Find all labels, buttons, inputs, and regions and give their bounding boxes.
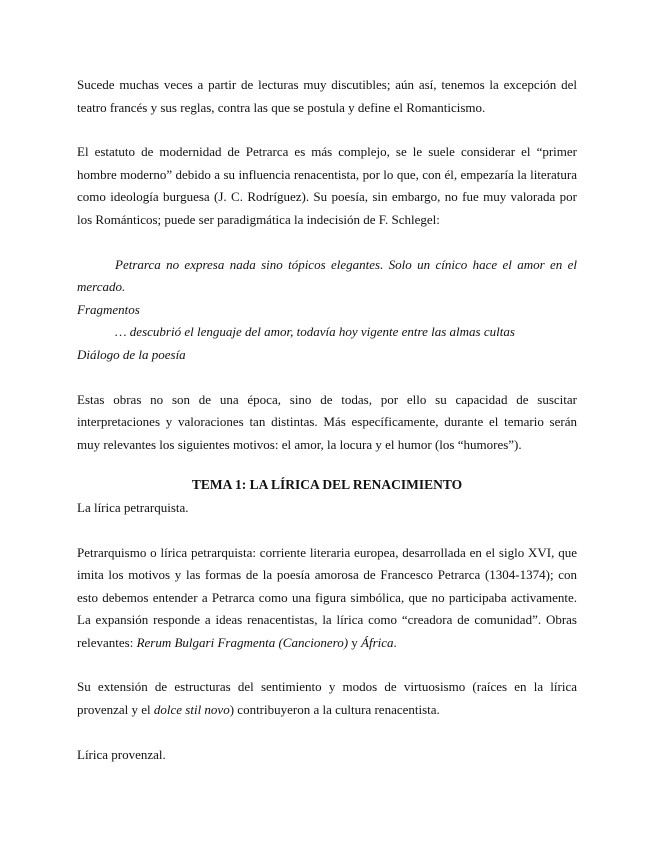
- paragraph-5: [77, 676, 577, 721]
- paragraph-4-text: Petrarquismo o lírica petrarquista: corriente literaria europea, desarrollada en el siglo XVI, que imita los motivos y las formas de la poesía amorosa de Francesco Petrarca (1304-1374); con esto debemos entender a Petrarca como una figura simbólica, que no participaba activamente. La expansión responde a ideas renacentistas, la lírica como “creadora de comunidad”. Obras relevantes:: [77, 544, 577, 650]
- paragraph-4-conj: y: [348, 634, 362, 650]
- paragraph-1: Sucede muchas veces a partir de lecturas muy discutibles; aún así, tenemos la excepción del teatro francés y sus reglas, contra las que se postula y define el Romanticismo.: [77, 77, 577, 115]
- section-subheading: La lírica petrarquista.: [77, 499, 189, 515]
- document-body: [77, 74, 577, 766]
- quote-1: Petrarca no expresa nada sino tópicos elegantes. Solo un cínico hace el amor en el mercado.: [77, 256, 577, 295]
- quote-2: … descubrió el lenguaje del amor, todavía hoy vigente entre las almas cultas: [115, 324, 515, 340]
- work-title-africa: África: [361, 634, 394, 650]
- paragraph-4-end: .: [393, 634, 397, 650]
- work-title-cancionero: Rerum Bulgari Fragmenta (Cancionero): [136, 634, 349, 650]
- paragraph-6: Lírica provenzal.: [77, 746, 166, 762]
- quote-2-source: Diálogo de la poesía: [77, 346, 186, 362]
- paragraph-2: El estatuto de modernidad de Petrarca es más complejo, se le suele considerar el “primer hombre moderno” debido a su influencia renacentista, por lo que, con él, empezaría la literatura como ideología burguesa (J. C. Rodríguez). Su poesía, sin embargo, no fue muy valorada por los Románticos; puede ser paradigmática la indecisión de F. Schlegel:: [77, 144, 577, 227]
- quote-1-source: Fragmentos: [77, 301, 140, 317]
- dolce-stil-novo: dolce stil novo: [153, 702, 230, 718]
- paragraph-5-end: ) contribuyeron a la cultura renacentista.: [229, 702, 440, 718]
- section-heading: TEMA 1: LA LÍRICA DEL RENACIMIENTO: [191, 477, 463, 493]
- paragraph-3: Estas obras no son de una época, sino de todas, por ello su capacidad de suscitar interpretaciones y valoraciones tan distintas. Más específicamente, durante el temario serán muy relevantes los siguientes motivos: el amor, la locura y el humor (los “humores”).: [77, 391, 577, 452]
- paragraph-5-text: Su extensión de estructuras del sentimiento y modos de virtuosismo (raíces en la lírica provenzal y el: [77, 679, 577, 718]
- paragraph-4: [77, 542, 577, 655]
